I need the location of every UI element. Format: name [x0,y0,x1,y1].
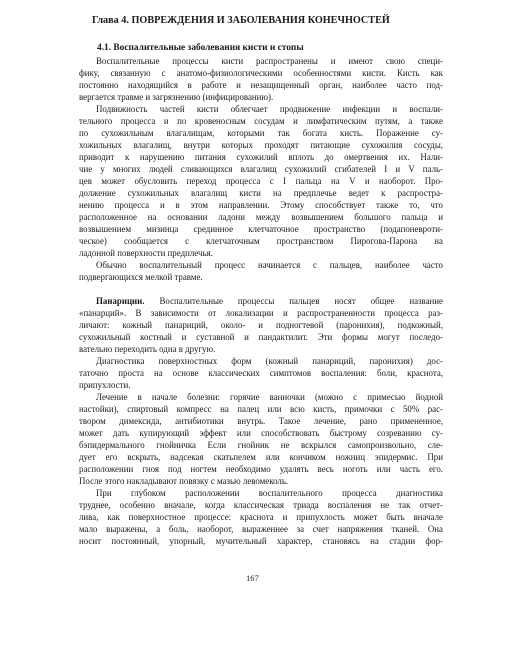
text-line: расположении гноя под ногтем необходимо удалять весь ноготь или часть его. [79,464,443,474]
text-line: Обычно воспалительный процесс начинается с пальцев, наиболее часто [96,260,443,270]
text-line: лива, как поверхностное процессе: краснота и припухлость может быть вначале [79,512,443,522]
text-line: нению процесса и в этом направлении. Этому способствует также то, что [79,200,443,210]
text-line: сухожильный костный и суставной и пандактилит. Эти формы могут последо- [79,332,443,342]
text-line: может дать купирующий эффект или способствовать быстрому созреванию су- [79,428,443,438]
text-line: ческое) сообщается с клетчаточным пространством Пирогова-Парона на [79,236,443,246]
text-line: возвышением мизинца срединное клетчаточное пространство (подапоневроти- [79,224,443,234]
section-title: 4.1. Воспалительные заболевания кисти и стопы [97,43,304,53]
text-line: вергается травме и загрязнению (инфицированию). [79,92,274,102]
text-line: цев может обусловить переход процесса с I пальца на V и наоборот. Про- [79,176,443,186]
text-line: Диагностика поверхностных форм (кожный панариций, паронихия) дос- [96,356,443,366]
text-line: Воспалительные процессы кисти распространены и имеют свою специ- [96,56,443,66]
text-line: должение сухожильных влагалищ кисти на предплечье ведет к распростра- [79,188,443,198]
text-line: дует его вскрыть, надсекая скатьпелем или кончиком ножниц эпидермис. При [79,452,443,462]
text-line: мало выражены, а боль, наоборот, выраженнее за счет напряжения тканей. Она [79,524,443,534]
panaritium-heading: Панариции. [96,296,145,306]
text-line: носит постоянный, упорный, мучительный характер, становясь на стадии фор- [79,536,443,546]
text-line: чие у многих людей сливающихся влагалищ сухожилий сгибателей I и V паль- [79,164,443,174]
text-line: При глубоком расположении воспалительного процесса диагностика [96,488,443,498]
text-line: личают: кожный панариций, около- и подногтевой (паронихия), подкожный, [79,320,443,330]
text-line: хожильных влагалищ, внутри которых проходят питающие сухожилия сосуды, [79,140,443,150]
section-body-text [79,55,443,283]
text-line: Подвижность частей кисти облегчает продвижение инфекции и воспали- [96,104,443,114]
page-number: 167 [246,573,259,583]
text-line: ладонной поверхности предплечья. [79,248,213,258]
text-line: бэпидермального гнойничка Если гнойник не вскрылся самопроизвольно, сле- [79,440,443,450]
text-line: труднее, особенно вначале, когда классическая триада воспаления не так отчет- [79,500,443,510]
text-line: таточно проста на основе классических симптомов воспаления: боли, краснота, [79,368,443,378]
text-line: подвергающихся мелкой травме. [79,272,203,282]
text-line: расположенное на основании ладони между возвышением большого пальца и [79,212,443,222]
text-fragment: Воспалительные процессы пальцев носят общее название [144,296,443,306]
text-line: тельного процесса и по кровеносным сосудам и лимфатическим путям, а также [79,116,443,126]
text-line: постоянно находящийся в работе и незащищенный орган, наиболее часто под- [79,80,443,90]
text-line: настойки), спиртовый компресс на палец или всю кисть, примочки с 50% рас- [79,404,443,414]
text-line: Лечение в начале болезни: горячие ванночки (можно с примесью йодной [96,392,443,402]
text-line: приводит к нарушению питания сухожилий вплоть до омертвения их. Нали- [79,152,443,162]
text-line: После этого накладывают повязку с мазью левомеколь. [79,476,289,486]
text-line: фику, связанную с анатомо-физиологическими особенностями кисти. Кисть как [79,68,443,78]
chapter-title: Глава 4. ПОВРЕЖДЕНИЯ И ЗАБОЛЕВАНИЯ КОНЕЧНОСТЕЙ [92,15,390,26]
text-line: вательно переходить одна в другую. [79,344,216,354]
panaritium-text [79,295,443,547]
text-line: по сухожильным влагалищам, которыми так богата кисть. Поражение су- [79,128,443,138]
text-line: припухлости. [79,380,131,390]
text-line: твором димексида, антибиотики внутрь. Такое лечение, рано примененное, [79,416,443,426]
text-line [79,295,443,307]
text-line: «панарций». В зависимости от локализации и распространенности процесса раз- [79,308,443,318]
